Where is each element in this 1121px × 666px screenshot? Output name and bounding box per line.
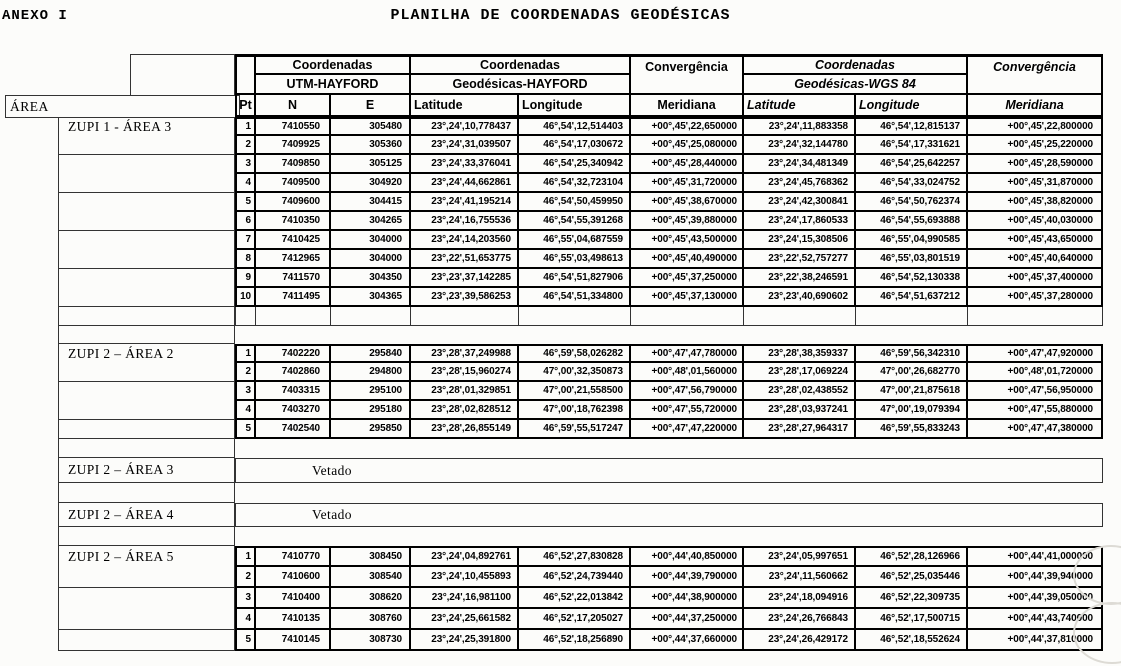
utm-n-cell: 7402220 <box>256 344 331 363</box>
lon-wgs84-cell: 46°,54',55,693888 <box>856 212 968 231</box>
vetado-cell: Vetado <box>235 503 1103 527</box>
pt-cell: 4 <box>235 609 256 630</box>
area-cell <box>58 231 235 250</box>
lat-wgs84-cell: 23°,24',45,768362 <box>744 174 856 193</box>
conv-hayford-cell: +00°,44',37,250000 <box>631 609 744 630</box>
lat-wgs84-cell: 23°,24',26,766843 <box>744 609 856 630</box>
utm-n-cell: 7403270 <box>256 401 331 420</box>
conv-wgs84-cell: +00°,47',47,380000 <box>968 420 1103 439</box>
conv-hayford-cell: +00°,45',38,670000 <box>631 193 744 212</box>
lat-hayford-cell: 23°,22',51,653775 <box>411 250 519 269</box>
lon-wgs84-cell: 46°,54',12,815137 <box>856 117 968 136</box>
lat-hayford-cell: 23°,24',16,755536 <box>411 212 519 231</box>
empty-cell <box>235 307 256 326</box>
pt-cell: 2 <box>235 567 256 588</box>
lon-hayford-cell: 46°,54',51,334800 <box>519 288 631 307</box>
conv-wgs84-cell: +00°,45',38,820000 <box>968 193 1103 212</box>
utm-n-cell: 7409600 <box>256 193 331 212</box>
pt-cell: 5 <box>235 630 256 651</box>
area-cell <box>58 363 235 382</box>
area-cell <box>58 588 235 609</box>
lon-wgs84-cell: 46°,52',17,500715 <box>856 609 968 630</box>
utm-n-cell: 7410400 <box>256 588 331 609</box>
lat-wgs84-cell: 23°,23',40,690602 <box>744 288 856 307</box>
spacer-area-cell <box>58 326 235 344</box>
utm-n-cell: 7412965 <box>256 250 331 269</box>
utm-e-cell: 305125 <box>331 155 411 174</box>
utm-e-cell: 295840 <box>331 344 411 363</box>
lat-wgs84-cell: 23°,24',34,481349 <box>744 155 856 174</box>
lon-hayford-cell: 46°,54',32,723104 <box>519 174 631 193</box>
pt-cell: 4 <box>235 401 256 420</box>
spacer-area-cell <box>58 439 235 458</box>
conv-wgs84-cell: +00°,47',47,920000 <box>968 344 1103 363</box>
empty-cell <box>968 307 1103 326</box>
spacer-cell <box>235 326 1103 344</box>
geo-wgs84-subgroup-header: Geodésicas-WGS 84 <box>744 75 968 95</box>
conv-wgs84-cell: +00°,47',56,950000 <box>968 382 1103 401</box>
area-cell <box>58 609 235 630</box>
utm-n-cell: 7409925 <box>256 136 331 155</box>
lat-hayford-cell: 23°,24',16,981100 <box>411 588 519 609</box>
utm-e-cell: 295180 <box>331 401 411 420</box>
lon-wgs84-cell: 46°,54',51,637212 <box>856 288 968 307</box>
area-cell <box>58 174 235 193</box>
conv-wgs84-cell: +00°,47',55,880000 <box>968 401 1103 420</box>
lat-wgs84-cell: 23°,28',03,937241 <box>744 401 856 420</box>
utm-e-cell: 304415 <box>331 193 411 212</box>
lat-hayford-cell: 23°,23',37,142285 <box>411 269 519 288</box>
e-column-header: E <box>331 95 411 117</box>
utm-n-cell: 7411495 <box>256 288 331 307</box>
lat-hayford-cell: 23°,28',15,960274 <box>411 363 519 382</box>
coordinates-table <box>58 54 1103 651</box>
lon-hayford-cell: 46°,52',22,013842 <box>519 588 631 609</box>
lon-wgs84-cell: 46°,54',25,642257 <box>856 155 968 174</box>
utm-e-cell: 304350 <box>331 269 411 288</box>
conv-wgs84-cell: +00°,45',28,590000 <box>968 155 1103 174</box>
conv-wgs84-cell: +00°,44',39,940000 <box>968 567 1103 588</box>
conv-hayford-cell: +00°,45',28,440000 <box>631 155 744 174</box>
lon-wgs84-cell: 46°,54',50,762374 <box>856 193 968 212</box>
lat-hayford-cell: 23°,24',33,376041 <box>411 155 519 174</box>
utm-n-cell: 7410135 <box>256 609 331 630</box>
lon-hayford-cell: 46°,52',27,830828 <box>519 546 631 567</box>
conv-wgs84-cell: +00°,45',40,640000 <box>968 250 1103 269</box>
pt-cell: 5 <box>235 420 256 439</box>
pt-cell: 1 <box>235 546 256 567</box>
lat-hayford-cell: 23°,24',10,455893 <box>411 567 519 588</box>
pt-cell: 3 <box>235 588 256 609</box>
spacer-cell <box>235 483 1103 503</box>
lon-wgs84-cell: 47°,00',19,079394 <box>856 401 968 420</box>
lat-hayford-cell: 23°,24',25,661582 <box>411 609 519 630</box>
area-cell <box>58 250 235 269</box>
area-cell <box>58 420 235 439</box>
utm-e-cell: 308540 <box>331 567 411 588</box>
lon-wgs84-column-header: Longitude <box>856 95 968 117</box>
pt-cell: 7 <box>235 231 256 250</box>
pt-cell: 8 <box>235 250 256 269</box>
area-cell <box>58 288 235 307</box>
lat-wgs84-cell: 23°,24',11,560662 <box>744 567 856 588</box>
area-cell <box>58 382 235 401</box>
lon-wgs84-cell: 46°,55',04,990585 <box>856 231 968 250</box>
utm-e-cell: 304000 <box>331 231 411 250</box>
conv-hayford-cell: +00°,45',43,500000 <box>631 231 744 250</box>
lon-hayford-cell: 46°,59',58,026282 <box>519 344 631 363</box>
lon-hayford-cell: 46°,59',55,517247 <box>519 420 631 439</box>
lon-hayford-cell: 46°,52',17,205027 <box>519 609 631 630</box>
conv-hayford-cell: +00°,45',40,490000 <box>631 250 744 269</box>
pt-cell: 4 <box>235 174 256 193</box>
area-label-cell: ZUPI 2 – ÁREA 5 <box>58 546 235 567</box>
pt-cell: 1 <box>235 117 256 136</box>
conv-wgs84-cell: +00°,44',37,810000 <box>968 630 1103 651</box>
pt-cell: 2 <box>235 363 256 382</box>
conv-wgs84-meridiana-header: Meridiana <box>968 95 1103 117</box>
lat-wgs84-cell: 23°,24',42,300841 <box>744 193 856 212</box>
conv-hayford-cell: +00°,44',39,790000 <box>631 567 744 588</box>
utm-e-cell: 308730 <box>331 630 411 651</box>
lon-wgs84-cell: 46°,52',18,552624 <box>856 630 968 651</box>
empty-cell <box>331 307 411 326</box>
conv-hayford-cell: +00°,45',37,250000 <box>631 269 744 288</box>
utm-n-cell: 7411570 <box>256 269 331 288</box>
utm-subgroup-header: UTM-HAYFORD <box>256 75 411 95</box>
lat-wgs84-column-header: Latitude <box>744 95 856 117</box>
lat-wgs84-cell: 23°,24',18,094916 <box>744 588 856 609</box>
utm-e-cell: 304000 <box>331 250 411 269</box>
utm-e-cell: 305480 <box>331 117 411 136</box>
lat-hayford-cell: 23°,28',02,828512 <box>411 401 519 420</box>
lon-hayford-cell: 46°,55',03,498613 <box>519 250 631 269</box>
lon-hayford-cell: 46°,54',51,827906 <box>519 269 631 288</box>
lon-hayford-cell: 46°,54',17,030672 <box>519 136 631 155</box>
conv-wgs84-cell: +00°,45',43,650000 <box>968 231 1103 250</box>
lon-hayford-cell: 46°,54',50,459950 <box>519 193 631 212</box>
conv-wgs84-cell: +00°,45',37,280000 <box>968 288 1103 307</box>
utm-e-cell: 304265 <box>331 212 411 231</box>
empty-cell <box>631 307 744 326</box>
lat-hayford-cell: 23°,24',25,391800 <box>411 630 519 651</box>
geo-hayford-subgroup-header: Geodésicas-HAYFORD <box>411 75 631 95</box>
lat-wgs84-cell: 23°,24',32,144780 <box>744 136 856 155</box>
conv-hayford-cell: +00°,47',47,220000 <box>631 420 744 439</box>
lon-wgs84-cell: 47°,00',21,875618 <box>856 382 968 401</box>
empty-cell <box>519 307 631 326</box>
conv-wgs84-cell: +00°,44',43,740000 <box>968 609 1103 630</box>
utm-e-cell: 308450 <box>331 546 411 567</box>
geo-hayford-group-header: Coordenadas <box>411 54 631 75</box>
lon-wgs84-cell: 46°,52',22,309735 <box>856 588 968 609</box>
utm-e-cell: 294800 <box>331 363 411 382</box>
conv-hayford-cell: +00°,47',47,780000 <box>631 344 744 363</box>
lat-wgs84-cell: 23°,28',02,438552 <box>744 382 856 401</box>
area-cell <box>58 155 235 174</box>
conv-wgs84-cell: +00°,45',31,870000 <box>968 174 1103 193</box>
lon-hayford-cell: 47°,00',32,350873 <box>519 363 631 382</box>
lon-wgs84-cell: 46°,59',55,833243 <box>856 420 968 439</box>
conv-wgs84-header: Convergência <box>968 54 1103 95</box>
utm-e-cell: 308620 <box>331 588 411 609</box>
area-column-header-label: ÁREA <box>10 98 49 114</box>
utm-n-cell: 7410350 <box>256 212 331 231</box>
area-cell <box>58 136 235 155</box>
lat-wgs84-cell: 23°,24',15,308506 <box>744 231 856 250</box>
lat-wgs84-cell: 23°,22',38,246591 <box>744 269 856 288</box>
lat-hayford-cell: 23°,24',31,039507 <box>411 136 519 155</box>
spacer-cell <box>235 527 1103 546</box>
lat-hayford-cell: 23°,28',26,855149 <box>411 420 519 439</box>
lat-wgs84-cell: 23°,24',17,860533 <box>744 212 856 231</box>
conv-hayford-header: Convergência <box>631 54 744 95</box>
pt-header-spacer <box>235 54 256 95</box>
spacer-cell <box>235 439 1103 458</box>
empty-cell <box>256 307 331 326</box>
utm-n-cell: 7410425 <box>256 231 331 250</box>
conv-hayford-cell: +00°,45',31,720000 <box>631 174 744 193</box>
utm-n-cell: 7402540 <box>256 420 331 439</box>
lon-wgs84-cell: 47°,00',26,682770 <box>856 363 968 382</box>
utm-n-cell: 7409500 <box>256 174 331 193</box>
spacer-area-cell <box>58 527 235 546</box>
lat-wgs84-cell: 23°,24',11,883358 <box>744 117 856 136</box>
lon-wgs84-cell: 46°,54',52,130338 <box>856 269 968 288</box>
conv-wgs84-cell: +00°,45',25,220000 <box>968 136 1103 155</box>
pt-cell: 3 <box>235 155 256 174</box>
empty-cell <box>411 307 519 326</box>
lat-wgs84-cell: 23°,24',05,997651 <box>744 546 856 567</box>
lat-hayford-column-header: Latitude <box>411 95 519 117</box>
utm-group-header: Coordenadas <box>256 54 411 75</box>
vetado-cell: Vetado <box>235 458 1103 483</box>
lon-hayford-cell: 47°,00',18,762398 <box>519 401 631 420</box>
conv-wgs84-cell: +00°,44',41,000000 <box>968 546 1103 567</box>
lon-hayford-cell: 46°,55',04,687559 <box>519 231 631 250</box>
lon-hayford-cell: 47°,00',21,558500 <box>519 382 631 401</box>
lon-wgs84-cell: 46°,55',03,801519 <box>856 250 968 269</box>
area-header-underlay <box>58 95 235 117</box>
conv-hayford-cell: +00°,44',40,850000 <box>631 546 744 567</box>
lat-hayford-cell: 23°,24',41,195214 <box>411 193 519 212</box>
area-header-spacer <box>130 54 235 95</box>
lon-hayford-column-header: Longitude <box>519 95 631 117</box>
utm-e-cell: 304920 <box>331 174 411 193</box>
conv-hayford-cell: +00°,45',25,080000 <box>631 136 744 155</box>
lon-wgs84-cell: 46°,52',25,035446 <box>856 567 968 588</box>
lon-wgs84-cell: 46°,54',17,331621 <box>856 136 968 155</box>
lat-hayford-cell: 23°,28',01,329851 <box>411 382 519 401</box>
area-label-cell: ZUPI 1 - ÁREA 3 <box>58 117 235 136</box>
utm-n-cell: 7410145 <box>256 630 331 651</box>
area-label-cell: ZUPI 2 – ÁREA 2 <box>58 344 235 363</box>
lon-hayford-cell: 46°,52',18,256890 <box>519 630 631 651</box>
conv-hayford-cell: +00°,44',37,660000 <box>631 630 744 651</box>
pt-cell: 9 <box>235 269 256 288</box>
area-cell <box>58 193 235 212</box>
lat-wgs84-cell: 23°,28',38,359337 <box>744 344 856 363</box>
utm-e-cell: 305360 <box>331 136 411 155</box>
utm-e-cell: 308760 <box>331 609 411 630</box>
area-cell <box>58 307 235 326</box>
pt-cell: 10 <box>235 288 256 307</box>
utm-n-cell: 7410600 <box>256 567 331 588</box>
area-cell <box>58 401 235 420</box>
utm-e-cell: 295100 <box>331 382 411 401</box>
pt-cell: 2 <box>235 136 256 155</box>
area-cell <box>58 212 235 231</box>
conv-hayford-cell: +00°,45',22,650000 <box>631 117 744 136</box>
page-title: PLANILHA DE COORDENADAS GEODÉSICAS <box>390 7 731 24</box>
area-cell <box>58 269 235 288</box>
area-label-cell: ZUPI 2 – ÁREA 4 <box>58 503 235 527</box>
lat-hayford-cell: 23°,24',10,778437 <box>411 117 519 136</box>
area-label-cell: ZUPI 2 – ÁREA 3 <box>58 458 235 483</box>
lon-hayford-cell: 46°,54',25,340942 <box>519 155 631 174</box>
conv-hayford-cell: +00°,44',38,900000 <box>631 588 744 609</box>
lat-wgs84-cell: 23°,22',52,757277 <box>744 250 856 269</box>
lat-hayford-cell: 23°,23',39,586253 <box>411 288 519 307</box>
lat-hayford-cell: 23°,24',14,203560 <box>411 231 519 250</box>
area-cell <box>58 567 235 588</box>
utm-e-cell: 295850 <box>331 420 411 439</box>
conv-wgs84-cell: +00°,45',40,030000 <box>968 212 1103 231</box>
lat-wgs84-cell: 23°,28',27,964317 <box>744 420 856 439</box>
n-column-header: N <box>256 95 331 117</box>
lon-hayford-cell: 46°,54',12,514403 <box>519 117 631 136</box>
empty-cell <box>744 307 856 326</box>
lon-hayford-cell: 46°,52',24,739440 <box>519 567 631 588</box>
conv-hayford-meridiana-header: Meridiana <box>631 95 744 117</box>
pt-cell: 1 <box>235 344 256 363</box>
conv-wgs84-cell: +00°,45',37,400000 <box>968 269 1103 288</box>
lon-wgs84-cell: 46°,59',56,342310 <box>856 344 968 363</box>
utm-n-cell: 7402860 <box>256 363 331 382</box>
utm-e-cell: 304365 <box>331 288 411 307</box>
annex-label: ANEXO I <box>2 8 68 24</box>
lat-wgs84-cell: 23°,24',26,429172 <box>744 630 856 651</box>
lat-hayford-cell: 23°,24',04,892761 <box>411 546 519 567</box>
conv-hayford-cell: +00°,45',37,130000 <box>631 288 744 307</box>
pt-column-header: Pt <box>235 95 256 117</box>
conv-hayford-cell: +00°,45',39,880000 <box>631 212 744 231</box>
conv-hayford-cell: +00°,48',01,560000 <box>631 363 744 382</box>
area-cell <box>58 630 235 651</box>
utm-n-cell: 7410550 <box>256 117 331 136</box>
conv-hayford-cell: +00°,47',56,790000 <box>631 382 744 401</box>
pt-cell: 5 <box>235 193 256 212</box>
lon-wgs84-cell: 46°,54',33,024752 <box>856 174 968 193</box>
empty-cell <box>856 307 968 326</box>
conv-hayford-cell: +00°,47',55,720000 <box>631 401 744 420</box>
utm-n-cell: 7410770 <box>256 546 331 567</box>
lon-hayford-cell: 46°,54',55,391268 <box>519 212 631 231</box>
pt-cell: 6 <box>235 212 256 231</box>
conv-wgs84-cell: +00°,45',22,800000 <box>968 117 1103 136</box>
utm-n-cell: 7409850 <box>256 155 331 174</box>
spacer-area-cell <box>58 483 235 503</box>
lat-hayford-cell: 23°,24',44,662861 <box>411 174 519 193</box>
geo-wgs84-group-header: Coordenadas <box>744 54 968 75</box>
lon-wgs84-cell: 46°,52',28,126966 <box>856 546 968 567</box>
utm-n-cell: 7403315 <box>256 382 331 401</box>
conv-wgs84-cell: +00°,48',01,720000 <box>968 363 1103 382</box>
conv-wgs84-cell: +00°,44',39,050000 <box>968 588 1103 609</box>
lat-hayford-cell: 23°,28',37,249988 <box>411 344 519 363</box>
lat-wgs84-cell: 23°,28',17,069224 <box>744 363 856 382</box>
pt-cell: 3 <box>235 382 256 401</box>
